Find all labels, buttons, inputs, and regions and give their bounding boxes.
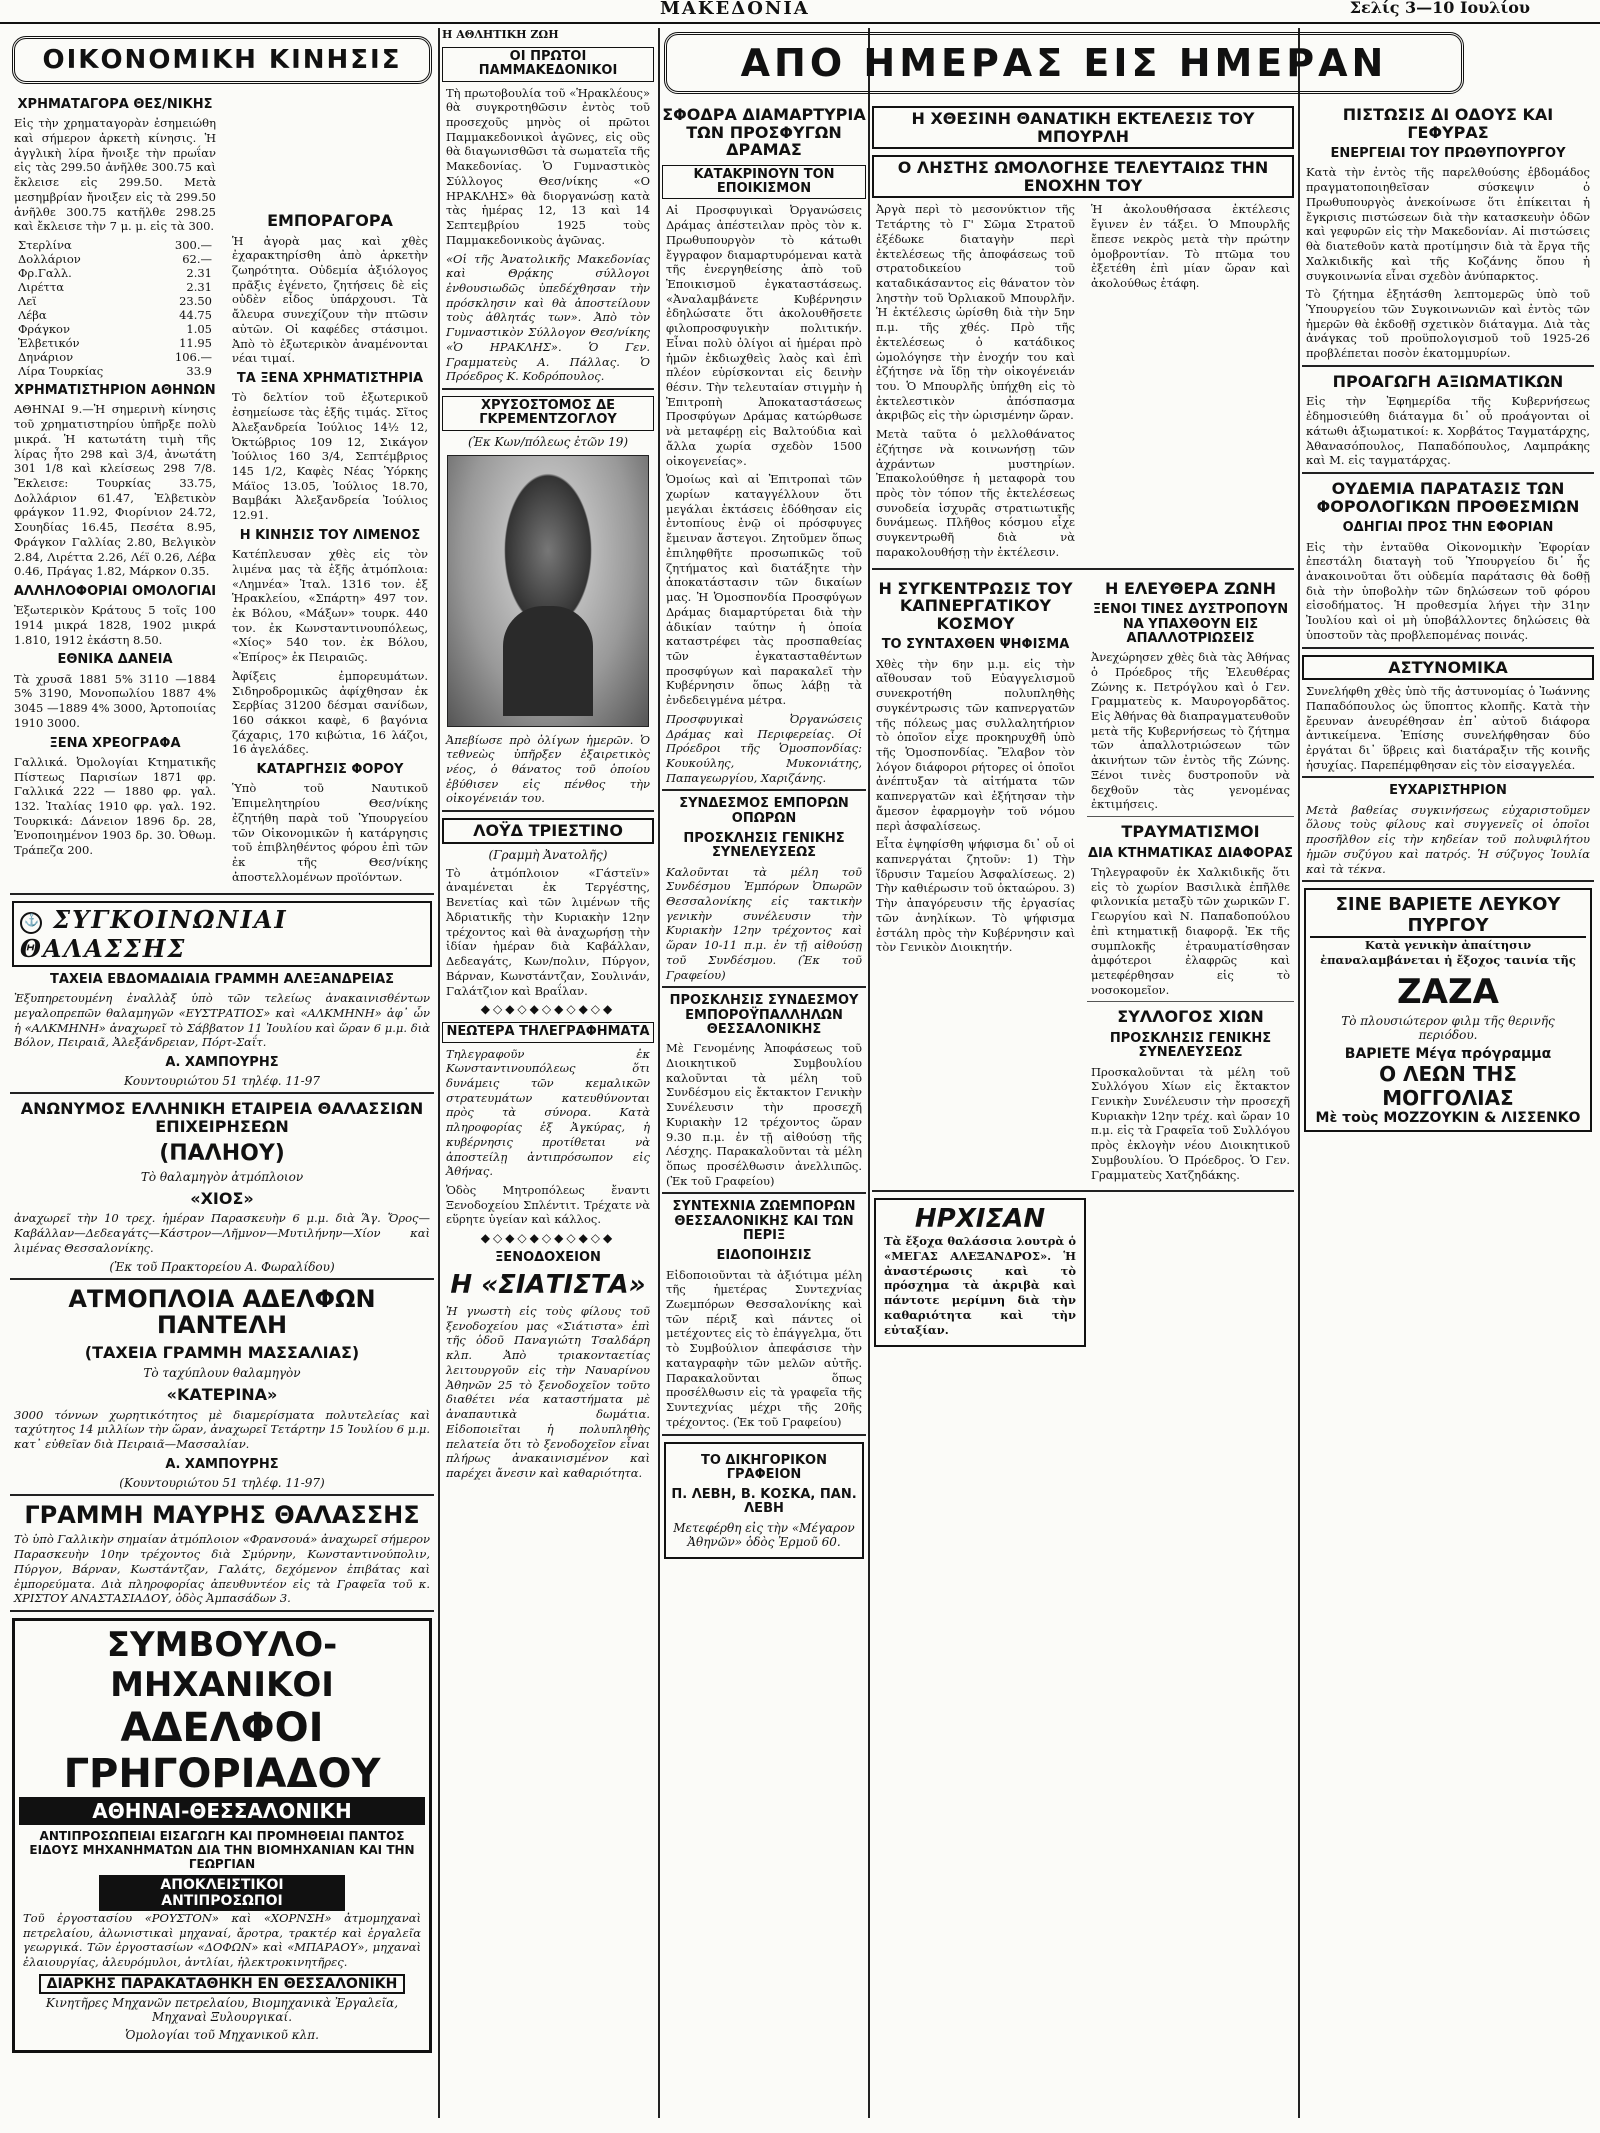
article-text: Τὰ χρυσᾶ 1881 5% 3110 —1884 5% 3190, Μονοπωλίου 1887 4% 3045 —1889 4% 3000, Ἀρτοποιίας 1910 3000. [14,671,216,730]
subheadline: ΔΙΑ ΚΤΗΜΑΤΙΚΑΣ ΔΙΑΦΟΡΑΣ [1087,845,1294,861]
advert-law-office: ΤΟ ΔΙΚΗΓΟΡΙΚΟΝ ΓΡΑΦΕΙΟΝ Π. ΛΕΒΗ, Β. ΚΟΣΚΑ, ΠΑΝ. ΛΕΒΗ Μετεφέρθη εἰς τὴν «Μέγαρον Ἀθηνῶν» ὁδὸς Ἐρμοῦ 60. [664,1442,864,1559]
section-label: ΞΕΝΟΔΟΧΕΙΟΝ [495,1250,601,1266]
article-text: Ἀργὰ περὶ τὸ μεσονύκτιον τῆς Τετάρτης τὸ Γ' Σῶμα Στρατοῦ ἐξέδωκε διαταγὴν περὶ ἐκτελέσεως τῆς ἀποφάσεως τοῦ στρατοδικείου τοῦ καταδικάσαντος εἰς θάνατον τὸν ληστὴν τοῦ Ὀρλιακοῦ Μπουρλῆν. Ἡ ἐκτέλεσις ὡρίσθη διὰ τὴν 5ην π.μ. τῆς χθές. Πρὸ τῆς ἐκτελέσεως ὁ κατάδικος ὡμολόγησε τὴν ἐνοχήν του καὶ ἐζήτησε νὰ ἴδῃ τὴν οἰκογένειάν του. Ὁ Μπουρλῆς ὑπήχθη εἰς τὸ ἐκτελεστικὸν ἀπόσπασμα ἀκριβῶς εἰς τὴν ὡρισμένην ὥραν. [876,202,1075,423]
article-text: Εἰδοποιοῦνται τὰ ἀξιότιμα μέλη τῆς ἡμετέρας Συντεχνίας Ζωεμπόρων Θεσσαλονίκης καὶ τῶν πέριξ καὶ πάντες οἱ μετέχοντες εἰς τὸ ἐπάγγελμα, ὅτι τὸ Συμβούλιον ἀπεφάσισε τὴν καταγραφὴν τῶν μελῶν αὐτῆς. Παρακαλοῦνται ὅπως προσέλθωσιν εἰς τὰ γραφεῖα τῆς Συντεχνίας μέχρι τῆς 20ῆς τρέχοντος. (Ἐκ τοῦ Γραφείου) [666,1267,862,1429]
ad-text: Τὸ ταχύπλουν θαλαμηγὸν [143,1365,301,1380]
headline: Η «ΣΙΑΤΙΣΤΑ» [450,1270,646,1301]
article-text: Μετὰ ταῦτα ὁ μελλοθάνατος ἐζήτησε νὰ κοινωνήσῃ τῶν ἀχράντων μυστηρίων. Ἐπακολούθησε ἡ μεταφορὰ του πρὸς τὸν τόπον τῆς ἐκτελέσεως συνοδεία ἰσχυρᾶς στρατιωτικῆς δυνάμεως. Πλῆθος κόσμου εἶχε συγκεντρωθῆ διὰ νὰ παρακολουθήσῃ τὴν ἐκτέλεσιν. [876,427,1075,559]
headline: ΤΡΑΥΜΑΤΙΣΜΟΙ [1121,822,1260,842]
article-text: Αἱ Προσφυγικαὶ Ὀργανώσεις Δράμας ἀπέστειλαν πρὸς τὸν κ. Πρωθυπουργὸν τὸ κάτωθι ἔγγραφον διαμαρτυρόμεναι κατὰ τῆς ἐνεργηθείσης ἀπὸ τοῦ Ἐποικισμοῦ ἐγκαταστάσεως. «Ἀναλαμβάνετε Κυβέρνησιν ἐδηλώσατε ὅτι ἀκολουθῆσετε φιλοπροσφυγικὴν πολιτικήν. Εἶναι πολὺ ὀλίγοι αἱ ἡμέραι πρὸ ἡμῶν ἐκδιωχθεὶς λαὸς καὶ ἐπὶ πλέον εὑρίσκονται εἰς δεινὴν θέσιν. Τὴν τελευταίαν στιγμὴν ἡ Ἐπιτροπὴ Ἀποκαταστάσεως Προσφύγων Δράμας κατώρθωσε νὰ μεταφέρῃ εἰς Βαλτούδια καὶ ἄλλα χωρία σχεδὸν 1500 οἰκογενείας». [666,203,862,468]
headline: Η ΕΛΕΥΘΕΡΑ ΖΩΝΗ [1105,578,1276,598]
currency-rate: 62.— [182,252,212,267]
subheadline: Ο ΛΗΣΤΗΣ ΩΜΟΛΟΓΗΣΕ ΤΕΛΕΥΤΑΙΩΣ ΤΗΝ ΕΝΟΧΗΝ ΤΟΥ [872,155,1294,198]
exchange-rate-row [18,336,212,350]
subheadline: ΠΡΟΣΚΛΗΣΙΣ ΓΕΝΙΚΗΣ ΣΥΝΕΛΕΥΣΕΩΣ [683,831,845,861]
exchange-rate-row [18,322,212,336]
subheadline: (Ἐκ Κων/πόλεως ἐτῶν 19) [467,434,629,449]
agent-address: (Κουντουριώτου 51 τηλέφ. 11-97) [119,1476,325,1491]
currency-name: Δολλάριον [18,252,81,267]
advert-grigoriadou: ΣΥΜΒΟΥΛΟ-ΜΗΧΑΝΙΚΟΙ ΑΔΕΛΦΟΙ ΓΡΗΓΟΡΙΑΔΟΥ ΑΘΗΝΑΙ-ΘΕΣΣΑΛΟΝΙΚΗ ΑΝΤΙΠΡΟΣΩΠΕΙΑΙ ΕΙΣΑΓΩΓΗ ΚΑΙ ΠΡΟΜΗΘΕΙΑΙ ΠΑΝΤΟΣ ΕΙΔΟΥΣ ΜΗΧΑΝΗΜΑΤΩΝ ΔΙΑ ΤΗΝ ΒΙΟΜΗΧΑΝΙΑΝ ΚΑΙ ΤΗΝ ΓΕΩΡΓΙΑΝ ΑΠΟΚΛΕΙΣΤΙΚΟΙ ΑΝΤΙΠΡΟΣΩΠΟΙ Τοῦ ἐργοστασίου «ΡΟΥΣΤΟΝ» καὶ «ΧΟΡΝΣΗ» ἀτμομηχαναὶ πετρελαίου, ἀλωνιστικαὶ μηχαναί, ἄροτρα, τρακτέρ καὶ ἐργαλεῖα γεωργικά. Τῶν ἐργοστασίων «ΔΟΦΩΝ» καὶ «ΜΠΑΡΑΟΥ», μηχαναὶ ἐλαιουργίας, ἀλευρόμυλοι, ἀντλίαι, ἠλεκτροκινητῆρες. ΔΙΑΡΚΗΣ ΠΑΡΑΚΑΤΑΘΗΚΗ ΕΝ ΘΕΣΣΑΛΟΝΙΚΗ Κινητῆρες Μηχανῶν πετρελαίου, Βιομηχανικὰ Ἐργαλεῖα, Μηχαναὶ Ξυλουργικαί. Ὁμολογίαι τοῦ Μηχανικοῦ κλπ. [12,1618,432,2053]
headline: Η ΚΙΝΗΣΙΣ ΤΟΥ ΛΙΜΕΝΟΣ [239,527,421,543]
currency-name: Στερλίνα [18,238,72,253]
headline: (ΠΑΛΗΟΥ) [159,1140,285,1166]
exchange-rate-row [18,266,212,280]
column-economy [10,28,434,2123]
article-text: Τηλεγραφοῦν ἐκ Χαλκιδικῆς ὅτι εἰς τὸ χωρίον Βασιλικὰ ἐπῆλθε φιλονικία μεταξὺ τῶν χωρικῶν Γ. Γεωργίου καὶ Ν. Παπαδοπούλου ἐπὶ κτηματικῇ διαφορᾷ. Ἐκ τῆς συμπλοκῆς ἐτραυματίσθησαν ἀμφότεροι ἐλαφρῶς καὶ μετεφέρθησαν εἰς τὸ νοσοκομεῖον. [1091,864,1290,997]
day-to-day-header [664,28,1464,98]
article-text: Προσκαλοῦνται τὰ μέλη τοῦ Συλλόγου Χίων εἰς ἔκτακτον Γενικὴν Συνέλευσιν τὴν προσεχῆ Κυριακὴν 12ην τρέχ. καὶ ὥραν 10 π.μ. εἰς τὰ Γραφεῖα τοῦ Συλλόγου πρὸς ἐκλογὴν νέου Διοικητικοῦ Συμβουλίου. Ὁ Πρόεδρος. Ὁ Γεν. Γραμματεὺς Χατζηδάκης. [1091,1064,1290,1182]
article-text: «Οἱ τῆς Ἀνατολικῆς Μακεδονίας καὶ Θρᾴκης σύλλογοι ἐνθουσιωδῶς ὑπεδέχθησαν τὴν πρόσκλησιν καὶ θὰ ἀποστείλουν τοὺς ἀθλητάς των». Ἀπὸ τὸν Γυμναστικὸν Σύλλογον Θεσ/νίκης «Ὁ ΗΡΑΚΛΗΣ». Ὁ Γεν. Γραμματεὺς Α. Πάλλας. Ὁ Πρόεδρος Κ. Κοδρόπουλος. [446,251,650,384]
headline: ΑΛΛΗΛΟΦΟΡΙΑΙ ΟΜΟΛΟΓΙΑΙ [13,583,217,599]
article-text: Γαλλικά. Ὀμολογίαι Κτηματικῆς Πίστεως Παρισίων 1871 φρ. Γαλλικά 222 — 1880 φρ. γαλ. 132. Ἰταλίας 1910 φρ. γαλ. 192. Τουρκικά: Δάνειον 1896 δρ. 28, Ἐνοποιημένον 1903 δρ. 30. Ὀθωμ. Τράπεζα 200. [14,754,216,858]
article-text: Ἀφίξεις ἐμπορευμάτων. Σιδηροδρομικῶς ἀφίχθησαν ἐκ Σερβίας 31200 δέσμαι σανίδων, 160 σάκκοι καφὲ, 6 βαγόνια ζάχαρις, 170 κιβώτια, 16 λάζοι, 16 ἀγελάδες. [232,668,428,757]
exchange-rate-row [18,364,212,378]
agent-address: Κουντουριώτου 51 τηλέφ. 11-97 [123,1074,321,1089]
article-text: Ἡ ἀγορὰ μας καὶ χθὲς ἐχαρακτηρίσθη ἀπὸ ἀρκετὴν ζωηρότητα. Οὐδεμία ἀξιόλογος πρᾶξις ἐγένετο, ζητήσεις δὲ εἰς οὐδὲν εἶδος ὑπάρχουσι. Τὰ ἄλευρα συνεχίζουν τὴν πτῶσιν αὐτῶν. Οἱ καφέδες στάσιμοι. Ἀπὸ τὸ ἐξωτερικὸν ἀναμένονται νέαι τιμαί. [232,233,428,366]
article-text: Τὸ ἀτμόπλοιον «Γάστεϊν» ἀναμένεται ἐκ Τεργέστης, Βενετίας καὶ τῶν λιμένων τῆς Ἀδριατικῆς τὴν Κυριακὴν 12ην τρέχοντος καὶ θὰ ἀναχωρήσῃ τὴν ἰδίαν ἡμέραν διὰ Καβάλλαν, Δεδεαγάτς, Κων/πολιν, Πύργον, Βάρναν, Κωνστάντζαν, Σουλινάν, Γαλάτζιον καὶ Βραΐλαν. [446,865,650,998]
subheadline: ΞΕΝΟΙ ΤΙΝΕΣ ΔΥΣΤΡΟΠΟΥΝ ΝΑ ΥΠΑΧΘΟΥΝ ΕΙΣ ΑΠΑΛΛΟΤΡΙΩΣΕΙΣ [1092,602,1289,646]
article-text: Τὸ ζήτημα ἐξητάσθη λεπτομερῶς ὑπὸ τοῦ Ὑπουργείου τῶν Συγκοινωνιῶν καὶ ἐντὸς τῶν ἡμερῶν θὰ ἐκδοθῇ σχετικὸν διάταγμα. Διὰ τὰς ἀνάγκας τοῦ προϋπολογισμοῦ τοῦ 1925-26 προβλέπεται ποσὸν ἑκατομμυρίων. [1306,287,1590,361]
headline: ΝΕΩΤΕΡΑ ΤΗΛΕΓΡΑΦΗΜΑΤΑ [442,1022,654,1042]
masthead [0,0,1600,24]
article-text: Ἡ ἀκολουθήσασα ἐκτέλεσις ἔγινεν ἐν τάξει. Ὁ Μπουρλῆς ἔπεσε νεκρὸς μετὰ τὴν πρώτην ὁμοβροντίαν. Τὸ πτῶμα του ἐξετέθη ἐπὶ μίαν ὥραν καὶ ἀκολούθως ἐτάφη. [1091,202,1290,290]
headline: ΤΑ ΞΕΝΑ ΧΡΗΜΑΤΙΣΤΗΡΙΑ [236,371,424,387]
headline: ΞΕΝΑ ΧΡΕΟΓΡΑΦΑ [49,735,181,751]
headline: ΠΡΟΣΚΛΗΣΙΣ ΣΥΝΔΕΣΜΟΥ ΕΜΠΟΡΟΫΠΑΛΛΗΛΩΝ ΘΕΣΣΑΛΟΝΙΚΗΣ [669,993,859,1037]
headline: ΠΡΟΑΓΩΓΗ ΑΞΙΩΜΑΤΙΚΩΝ [1332,371,1564,391]
article-text: ΑΘΗΝΑΙ 9.—Ἡ σημερινὴ κίνησις τοῦ χρηματιστηρίου ὑπῆρξε πολὺ μικρά. Ἡ κατωτάτη τιμὴ τῆς λίρας ἦτο 298 καὶ 3/4, ἀνωτάτη 301 1/8 καὶ κλείσεως 298 7/8. Ἔκλεισε: Τουρκίας 33.75, Δολλάριον 61.47, Ἑλβετικὸν φράγκον 11.92, Φιορίνιον 24.72, Σουηδίας 16.45, Πεσέτα 8.95, Φράγκον Γαλλίας 2.80, Βελγικὸν 2.84, Λιρέττα 2.26, Λέϊ 0.26, Λέβα 0.46, Πράγας 1.82, Μάρκον 0.35. [14,402,216,579]
ornament-divider: ◆◇◆◇◆◇◆◇◆◇◆ [480,1231,616,1246]
article-text: Ἐξυπηρετουμένη ἐναλλὰξ ὑπὸ τῶν τελείως ἀνακαινισθέντων μεγαλοπρεπῶν θαλαμηγῶν «ΕΥΣΤΡΑΤΙΟΣ» καὶ «ΑΛΚΜΗΝΗ» ἀφ᾽ ὧν ἡ «ΑΛΚΜΗΝΗ» ἀναχωρεῖ τὸ Σάββατον 11 Ἰουλίου καὶ ὥραν 6 μ.μ. διὰ Βόλον, Πειραιᾶ, Ἀλεξάνδρειαν, Πόρτ-Σαΐτ. [14,991,430,1050]
exchange-rate-row [18,294,212,308]
currency-rate: 2.31 [186,266,212,281]
article-text: Μὲ Γενομένης Ἀποφάσεως τοῦ Διοικητικοῦ Συμβουλίου καλοῦνται τὰ μέλη τοῦ Συνδέσμου εἰς ἔκτακτον Γενικὴν Συνέλευσιν τὴν προσεχῆ Κυριακὴν 12 τρέχοντος ὥραν 9.30 π.μ. ἐν τῇ αἰθούσῃ τῆς Λέσχης. Παρακαλοῦνται τὰ μέλη ὅπως προσέλθωσιν ἀνελλιπῶς. (Ἐκ τοῦ Γραφείου) [666,1041,862,1188]
currency-rate: 44.75 [179,308,212,323]
subheadline: ΠΡΟΣΚΛΗΣΙΣ ΓΕΝΙΚΗΣ ΣΥΝΕΛΕΥΣΕΩΣ [1109,1030,1272,1061]
headline: ΕΥΧΑΡΙΣΤΗΡΙΟΝ [1389,783,1507,799]
currency-name: Φράγκον [18,322,70,337]
headline: ΠΙΣΤΩΣΙΣ ΔΙ ΟΔΟΥΣ ΚΑΙ ΓΕΦΥΡΑΣ [1342,105,1554,142]
currency-rate: 2.31 [186,280,212,295]
article-text: ἀναχωρεῖ τὴν 10 τρεχ. ἡμέραν Παρασκευὴν 6 μ.μ. διὰ Ἅγ. Ὄρος—Καβάλλαν—Δεδεαγάτς—Κάστρον—Λῆμνον—Μυτιλήνην—Χίον καὶ λιμένας Θεσσαλονίκης. [14,1211,430,1255]
currency-name: Λέβα [18,308,47,323]
article-text: Εἰς τὴν χρηματαγορὰν ἐσημειώθη καὶ σήμερον ἀρκετὴ κίνησις. Ἡ ἀγγλικὴ λίρα ἤνοιξε τὴν πρωΐαν εἰς τὰς 299.50 ἀνῆλθε 300.75 καὶ ἔκλεισε εἰς 299.50. Μετὰ μεσημβρίαν ἤνοιξεν εἰς τὰ 299.50 ἀνῆλθε 300.75 κατῆλθε 298.25 καὶ ἔκλεισε τὴν 7 μ. μ. εἰς τὰ 300. [14,116,216,234]
column-rule [868,28,870,2118]
headline: Η ΣΥΓΚΕΝΤΡΩΣΙΣ ΤΟΥ ΚΑΠΝΕΡΓΑΤΙΚΟΥ ΚΟΣΜΟΥ [878,578,1073,633]
headline: ΟΙ ΠΡΩΤΟΙ ΠΑΜΜΑΚΕΔΟΝΙΚΟΙ [442,47,654,82]
agent-name: Α. ΧΑΜΠΟΥΡΗΣ [165,1055,279,1071]
subheadline: (Γραμμὴ Ἀνατολῆς) [488,847,608,862]
article-text: Ὑπὸ τοῦ Ναυτικοῦ Ἐπιμελητηρίου Θεσ/νίκης ἐζητήθη παρὰ τοῦ Ὑπουργείου τῶν Οἰκονομικῶν ἡ κατάργησις τοῦ ἐπιβληθέντος φόρου ἐπὶ τῶν ἐκ τῆς Θεσ/νίκης ἀποστελλομένων προϊόντων. [232,781,428,884]
article-text: Εἰς τὴν Ἐφημερίδα τῆς Κυβερνήσεως ἐδημοσιεύθη διάταγμα δι᾽ οὗ προάγονται οἱ κάτωθι ἀξιωματικοί: κ. Χορβάτος Ταγματάρχης, Ἀθανασόπουλος, Παπαδόπουλος, Λαμπράκης καὶ Μ. εἰς ταγματάρχας. [1306,394,1590,468]
exchange-rate-row [18,238,212,252]
exchange-rate-row [18,280,212,294]
ad-text: Τὸ θαλαμηγὸν ἀτμόπλοιον [140,1169,304,1184]
advert-cinema: ΣΙΝΕ ΒΑΡΙΕΤΕ ΛΕΥΚΟΥ ΠΥΡΓΟΥ Κατὰ γενικὴν ἀπαίτησιν ἐπαναλαμβάνεται ἡ ἔξοχος ταινία τῆς ΖΑΖΑ Τὸ πλουσιώτερον φιλμ τῆς θερινῆς περιόδου. ΒΑΡΙΕΤΕ Μέγα πρόγραμμα Ο ΛΕΩΝ ΤΗΣ ΜΟΓΓΟΛΙΑΣ Μὲ τοὺς ΜΟΖΖΟΥΚΙΝ & ΛΙΣΣΕΝΚΟ [1304,888,1592,1131]
currency-name: Δηνάριον [18,350,74,365]
column-rule [658,28,660,2118]
article-text: Ἐξωτερικὸν Κράτους 5 τοῖς 100 1914 μικρά 1828, 1902 μικρά 1.810, 1912 ἐκάστη 8.50. [14,603,216,647]
article-text: Ἡ γνωστὴ εἰς τοὺς φίλους τοῦ ξενοδοχείου μας «Σιάτιστα» ἐπὶ τῆς ὁδοῦ Παναγιώτη Τσαλδάρη κλπ. Ἀπὸ τριακονταετίας λειτουργοῦν εἰς τὴν Ναυαρίνου Ἀθηνῶν 25 τὸ ξενοδοχεῖον τοῦτο διαθέτει νέα καταστήματα μὲ ἀναπαυτικὰ δωμάτια. Εἰδοποιεῖται ἡ πολυπληθὴς πελατεία ὅτι τὸ ξενοδοχεῖον εἶναι πλήρως ἀνακαινισμένον καὶ παρέχει ἄνεσιν καὶ καθαριότητα. [446,1304,650,1480]
article-text: Εἶτα ἐψηφίσθη ψήφισμα δι᾽ οὗ οἱ καπνεργάται ζητοῦν: 1) Τὴν ἵδρυσιν Ταμείου Ἀσφαλίσεως. 2) Τὴν καθιέρωσιν τοῦ ὀκταώρου. 3) Τὴν ἀπαγόρευσιν τῆς ἐργασίας τῶν ἀνηλίκων. Τὸ ψήφισμα ἐστάλη πρὸς τὴν Κυβέρνησιν καὶ τὸν Γενικὸν Διοικητήν. [876,837,1075,955]
article-text: Ὁδὸς Μητροπόλεως ἔναντι Ξενοδοχείου Σπλέντιτ. Τρέχατε νὰ εὕρητε ὑγείαν καὶ κάλλος. [446,1182,650,1227]
article-text: Χθὲς τὴν 6ην μ.μ. εἰς τὴν αἴθουσαν τοῦ Εὐαγγελισμοῦ συνεκροτήθη πολυπληθὴς συγκέντρωσις τῶν καπνεργατῶν τῆς πόλεως μας συλλαλητήριον τὸ ὁποῖον εἶχε προκηρυχθῆ ὑπὸ τῆς Ὁμοσπονδίας. Ἔλαβον τὸν λόγον διάφοροι ρήτορες οἱ ὁποῖοι ἀνέπτυξαν τὰ αἰτήματα τῶν καπνεργατῶν καὶ ἐξήτησαν τὴν ἄμεσον ἐφαρμογὴν τοῦ νόμου περὶ ἀσφαλίσεως. [876,656,1075,833]
column-rule [438,28,440,2118]
ship-name: «ΚΑΤΕΡΙΝΑ» [166,1384,278,1404]
ornament-divider: ◆◇◆◇◆◇◆◇◆◇◆ [480,1002,616,1017]
headline: ΧΡΥΣΟΣΤΟΜΟΣ ΔΕ ΓΚΡΕΜΕΝΤΖΟΓΛΟΥ [442,396,654,431]
article-text: Κατὰ τὴν ἐντὸς τῆς παρελθούσης ἑβδομάδος πραγματοποιηθεῖσαν σύσκεψιν ὁ Πρωθυπουργὸς ἀνεκοίνωσε ὅτι ἐπίκειται ἡ ἔγκρισις πιστώσεων διὰ τὴν κατασκευὴν ὁδῶν καὶ γεφυρῶν εἰς τὴν Μακεδονίαν. Αἱ πιστώσεις θὰ διατεθοῦν κατὰ προτίμησιν διὰ τὰ ἔργα τῆς Χαλκιδικῆς καὶ τῆς Κοζάνης ὅπου ἡ συγκοινωνία εἶναι σχεδὸν ἀνύπαρκτος. [1306,165,1590,283]
headline: Η ΧΘΕΣΙΝΗ ΘΑΝΑΤΙΚΗ ΕΚΤΕΛΕΣΙΣ ΤΟΥ ΜΠΟΥΡΛΗ [872,106,1294,149]
currency-rate: 33.9 [186,364,212,379]
agent-name: Α. ΧΑΜΠΟΥΡΗΣ [165,1456,279,1472]
currency-rate: 300.— [174,238,212,253]
article-text: Μετὰ βαθείας συγκινήσεως εὐχαριστοῦμεν ὅλους τοὺς φίλους καὶ συγγενεῖς οἱ ὁποῖοι προσῆλθον εἰς τὴν κηδείαν τοῦ πολυφιλήτου ἡμῶν συζύγου καὶ πατρός. Ἡ σύζυγος Ἰουλία καὶ τὰ τέκνα. [1306,802,1590,876]
subheadline: ΤΟ ΣΥΝΤΑΧΘΕΝ ΨΗΦΙΣΜΑ [881,637,1070,653]
currency-name: Λίρα Τουρκίας [18,364,104,379]
exchange-rates-list [18,238,212,378]
currency-rate: 1.05 [186,322,212,337]
headline: ΕΘΝΙΚΑ ΔΑΝΕΙΑ [57,652,173,668]
currency-name: Ἑλβετικόν [18,336,80,351]
headline: ΑΤΜΟΠΛΟΙΑ ΑΔΕΛΦΩΝ ΠΑΝΤΕΛΗ [68,1284,376,1339]
headline: ΣΥΛΛΟΓΟΣ ΧΙΩΝ [1117,1007,1264,1027]
article-text: Προσφυγικαὶ Ὀργανώσεις Δράμας καὶ Περιφερείας. Οἱ Πρόεδροι τῆς Ὁμοσπονδίας: Κουκούλης, Μυκονιάτης, Παπαγεωργίου, Χαριζάνης. [666,711,862,785]
currency-rate: 11.95 [179,336,212,351]
headline: ΓΡΑΜΜΗ ΜΑΥΡΗΣ ΘΑΛΑΣΣΗΣ [24,1501,420,1530]
currency-rate: 23.50 [179,294,212,309]
headline: ΕΜΠΟΡΑΓΟΡΑ [267,211,393,230]
exchange-rate-row [18,350,212,364]
section-banner-day: ΑΠΟ ΗΜΕΡΑΣ ΕΙΣ ΗΜΕΡΑΝ [740,41,1388,85]
subheadline: ΟΔΗΓΙΑΙ ΠΡΟΣ ΤΗΝ ΕΦΟΡΙΑΝ [1342,520,1554,536]
headline: ΑΣΤΥΝΟΜΙΚΑ [1302,655,1594,681]
page-date: Σελίς 3—10 Ιουλίου [1349,0,1530,17]
article-text: Τηλεγραφοῦν ἐκ Κωνσταντινουπόλεως ὅτι δυνάμεις τῶν κεμαλικῶν στρατευμάτων κατευθύνονται πρὸς τὰ σύνορα. Κατὰ πληροφορίας ἐξ Ἀγκύρας, ἡ κυβέρνησις προτίθεται νὰ ἀποστείλῃ ἀντιπρόσωπον εἰς Ἀθήνας. [446,1046,650,1179]
subheadline: ΚΑΤΑΚΡΙΝΟΥΝ ΤΟΝ ΕΠΟΙΚΙΣΜΟΝ [662,165,866,200]
currency-rate: 106.— [174,350,212,365]
headline: ΛΟΫΔ ΤΡΙΕΣΤΙΝΟ [442,818,654,844]
headline: ΟΥΔΕΜΙΑ ΠΑΡΑΤΑΣΙΣ ΤΩΝ ΦΟΡΟΛΟΓΙΚΩΝ ΠΡΟΘΕΣΜΙΩΝ [1316,479,1580,516]
shipping-banner: ⚓ ΣΥΓΚΟΙΝΩΝΙΑΙ ΘΑΛΑΣΣΗΣ [12,901,432,968]
advert-baths: ΗΡΧΙΣΑΝ Τὰ ἔξοχα θαλάσσια λουτρὰ ὁ «ΜΕΓΑΣ ΑΛΕΞΑΝΔΡΟΣ». Ἡ ἀναστέρωσις καὶ τὸ πρόσχημα τὰ ἀκριβὰ καὶ πάντοτε μερίμνη διὰ τὴν καθαριότητα καὶ τὴν εὐταξίαν. [874,1198,1086,1347]
photo-caption: Ἀπεβίωσε πρὸ ὀλίγων ἡμερῶν. Ὁ τεθνεὼς ὑπῆρξεν ἐξαιρετικὸς νέος, ὁ θάνατος τοῦ ὁποίου ἐβύθισεν εἰς πένθος τὴν οἰκογένειάν του. [446,732,650,806]
article-text: 3000 τόννων χωρητικότητος μὲ διαμερίσματα πολυτελείας καὶ ταχύτητος 14 μιλλίων τὴν ὥραν, ἀναχωρεῖ Τετάρτην 15 Ἰουλίου 6 μ.μ. κατ᾽ εὐθεῖαν διὰ Πειραιᾶ—Μασσαλίαν. [14,1407,430,1452]
section-label: Η ΑΘΛΗΤΙΚΗ ΖΩΗ [442,28,559,41]
portrait-photo [447,455,649,727]
section-banner-economy: ΟΙΚΟΝΟΜΙΚΗ ΚΙΝΗΣΙΣ [12,36,432,84]
article-text: Ὁμοίως καὶ αἱ Ἐπιτροπαὶ τῶν χωρίων καταγγέλλουν ὅτι μεγάλαι ἐκτάσεις ἐδόθησαν εἰς ἐντοπίους ἐνῷ οἱ πρόσφυγες ἔμειναν ἄστεγοι. Ζητοῦμεν ὅπως ἐπιληφθῆτε προσωπικῶς τοῦ ζητήματος καὶ διατάξητε τὴν ἀποκατάστασιν τῶν δικαίων μας. Ἡ Ὁμοσπονδία Προσφύγων Δράμας διαμαρτύρεται διὰ τὴν ἀδικίαν ταύτην ἡ ὁποία καταστρέφει τὰς προσπαθείας τῶν ἐγκατασταθέντων προσφύγων καὶ παρακαλεῖ τὴν Κυβέρνησιν ὅπως λάβῃ τὰ ἐνδεδειγμένα μέτρα. [666,472,862,708]
headline: (ΤΑΧΕΙΑ ΓΡΑΜΜΗ ΜΑΣΣΑΛΙΑΣ) [84,1343,360,1363]
headline: ΣΥΝΤΕΧΝΙΑ ΖΩΕΜΠΟΡΩΝ ΘΕΣΣΑΛΟΝΙΚΗΣ ΚΑΙ ΤΩΝ ΠΕΡΙΞ [672,1199,856,1244]
subheadline: ΕΝΕΡΓΕΙΑΙ ΤΟΥ ΠΡΩΘΥΠΟΥΡΓΟΥ [1330,146,1566,162]
headline: ΧΡΗΜΑΤΑΓΟΡΑ ΘΕΣ/ΝΙΚΗΣ [17,97,213,112]
column-news-b [872,100,1294,2120]
article-text: Κατέπλευσαν χθὲς εἰς τὸν λιμένα μας τὰ ἑξῆς ἀτμόπλοια: «Λημνέα» Ἰταλ. 1316 τον. ἐξ Ἡρακλείου, «Σπάρτη» 497 τον. ἐκ Βόλου, «Μάξων» τουρκ. 440 τον. ἐκ Κωνσταντινουπόλεως, «Χίος» 540 τον. ἐκ Βόλου, «Ἐπίρος» ἐκ Πειραιῶς. [232,547,428,665]
column-rule [1298,28,1300,2118]
headline: ΑΝΩΝΥΜΟΣ ΕΛΛΗΝΙΚΗ ΕΤΑΙΡΕΙΑ ΘΑΛΑΣΣΙΩΝ ΕΠΙΧΕΙΡΗΣΕΩΝ [20,1099,424,1137]
currency-name: Λεϊ [18,294,37,309]
currency-name: Λιρέττα [18,280,65,295]
agent-name: (Ἐκ τοῦ Πρακτορείου Α. Φωραλίδου) [109,1259,335,1274]
currency-name: Φρ.Γαλλ. [18,266,72,281]
exchange-rate-row [18,308,212,322]
headline: ΣΦΟΔΡΑ ΔΙΑΜΑΡΤΥΡΙΑ ΤΩΝ ΠΡΟΣΦΥΓΩΝ ΔΡΑΜΑΣ [662,105,866,160]
headline: ΤΑΧΕΙΑ ΕΒΔΟΜΑΔΙΑΙΑ ΓΡΑΜΜΗ ΑΛΕΞΑΝΔΡΕΙΑΣ [49,972,395,988]
column-news-a [662,100,866,2120]
headline: ΧΡΗΜΑΤΙΣΤΗΡΙΟΝ ΑΘΗΝΩΝ [14,383,216,399]
ship-name: «ΧΙΟΣ» [190,1188,254,1208]
article-text: Τὸ δελτίον τοῦ ἐξωτερικοῦ ἐσημείωσε τὰς ἑξῆς τιμάς. Σῖτος Ἀλεξανδρεία Ἰούλιος 14½ 12, Ὀκτώβριος 109 12, Σικάγον Ἰούλιος 160 3/4, Σεπτέμβριος 145 1/2, Καφὲς Νέας Ὑόρκης Μάϊος 13.05, Ἰούλιος 18.70, Βαμβάκι Ἀλεξανδρεία Ἰούλιος 12.91. [232,390,428,523]
headline: ΣΥΝΔΕΣΜΟΣ ΕΜΠΟΡΩΝ ΟΠΩΡΩΝ [679,796,849,826]
article-text: Τὸ ὑπὸ Γαλλικὴν σημαίαν ἀτμόπλοιον «Φρανσουά» ἀναχωρεῖ σήμερον Παρασκευὴν 10ην τρέχοντος διὰ Σμύρνην, Κωνσταντινούπολιν, Πύργον, Βάρναν, Κωστάντζαν, Γαλάτς, δεχόμενον ἐπιβάτας καὶ ἐμπορεύματα. Διὰ πληροφορίας ἀπευθυντέον εἰς τὰ Γραφεῖα τοῦ κ. ΧΡΙΣΤΟΥ ΑΝΑΣΤΑΣΙΑΔΟΥ, ὁδὸς Ἀμπασάδων 3. [14,1532,430,1606]
column-news-c [1302,100,1594,2120]
article-text: Συνελήφθη χθὲς ὑπὸ τῆς ἀστυνομίας ὁ Ἰωάννης Παπαδόπουλος ὡς ὕποπτος κλοπῆς. Κατὰ τὴν ἔρευναν ἀνευρέθησαν ἐπ᾽ αὐτοῦ διάφορα ἀντικείμενα. Ἐπίσης συνελήφθησαν δύο ἐργάται δι᾽ ὕβρεις καὶ διατάραξιν τῆς κοινῆς ἡσυχίας. Παρεπέμφθησαν εἰς τὸν εἰσαγγελέα. [1306,684,1590,772]
column-sports [442,28,654,2123]
anchor-icon [20,912,42,934]
article-text: Τὴ πρωτοβουλία τοῦ «Ἡρακλέους» θὰ συγκροτηθῶσιν ἐντὸς τοῦ προσεχοῦς μηνὸς οἱ πρῶτοι Παμμακεδονικοὶ ἀγῶνες, εἰς οὓς θὰ διαγωνισθῶσι τὰ σωματεῖα τῆς Μακεδονίας. Ὁ Γυμναστικὸς Σύλλογος Θεσ/νίκης «Ο ΗΡΑΚΛΗΣ» θὰ διοργανώσῃ κατὰ τὰς ἡμέρας 12, 13 καὶ 14 Σεπτεμβρίου 1925 τοὺς Παμμακεδονικοὺς ἀγῶνας. [446,85,650,247]
article-text: Ἀνεχώρησεν χθὲς διὰ τὰς Ἀθήνας ὁ Πρόεδρος τῆς Ἐλευθέρας Ζώνης κ. Πετρόγλου καὶ ὁ Γεν. Γραμματεὺς κ. Μαυρογορδᾶτος. Εἰς Ἀθήνας θὰ διαπραγματευθοῦν μετὰ τῆς Κυβερνήσεως τὸ ζήτημα τῶν ἀπαλλοτριώσεων τῶν ἀκινήτων τῶν ἐντὸς τῆς Ζώνης. Ξένοι τινὲς δυστροποῦν νὰ δεχθοῦν τὰς γενομένας ἐκτιμήσεις. [1091,650,1290,812]
subheadline: ΕΙΔΟΠΟΙΗΣΙΣ [716,1248,812,1264]
headline: ΚΑΤΑΡΓΗΣΙΣ ΦΟΡΟΥ [256,762,404,778]
article-text: Εἰς τὴν ἐνταῦθα Οἰκονομικὴν Ἐφορίαν ἐπεστάλη διαταγὴ τοῦ Ὑπουργείου δι᾽ ἧς ἀνακοινοῦται ὅτι οὐδεμία παράτασις θὰ δοθῇ διὰ τὴν ὑποβολὴν τῶν δηλώσεων τοῦ φόρου εἰσοδήματος. Ἡ προθεσμία λήγει τὴν 31ην Ἰουλίου καὶ οἱ μὴ ὑποβάλλοντες δηλώσεις θὰ ὑποστοῦν τὰς προβλεπομένας ποινάς. [1306,539,1590,642]
exchange-rate-row [18,252,212,266]
article-text: Καλοῦνται τὰ μέλη τοῦ Συνδέσμου Ἐμπόρων Ὀπωρῶν Θεσσαλονίκης εἰς τακτικὴν γενικὴν συνέλευσιν τὴν Κυριακὴν 12ην τρέχοντος καὶ ὥραν 10-11 π.μ. ἐν τῇ αἰθούσῃ τοῦ Συνδέσμου. (Ἐκ τοῦ Γραφείου) [666,864,862,982]
newspaper-title: ΜΑΚΕΔΟΝΙΑ [660,0,810,19]
